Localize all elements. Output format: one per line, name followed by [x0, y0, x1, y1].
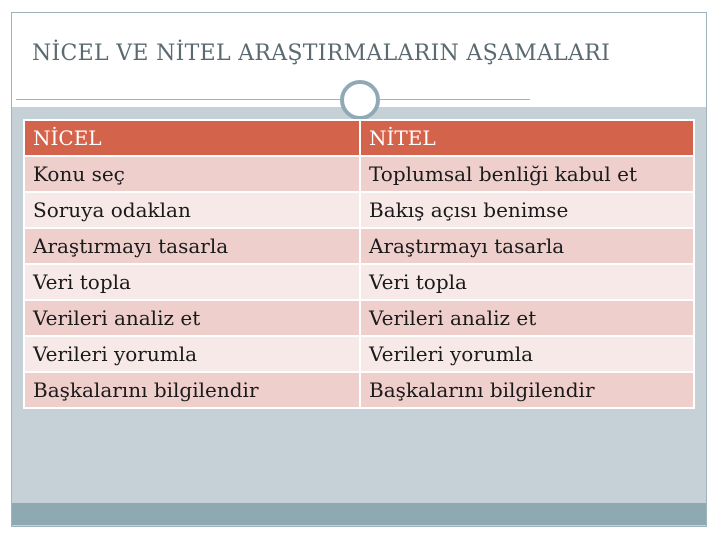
table-row	[24, 192, 694, 228]
table-row	[24, 264, 694, 300]
table-row	[24, 336, 694, 372]
table-cell: Araştırmayı tasarla	[360, 228, 694, 264]
header-cell-nitel: NİTEL	[360, 120, 694, 156]
table-cell: Verileri analiz et	[24, 300, 360, 336]
table-cell: Soruya odaklan	[24, 192, 360, 228]
slide-title: NİCEL VE NİTEL ARAŞTIRMALARIN AŞAMALARI	[32, 41, 611, 66]
table-row	[24, 372, 694, 408]
table-cell: Toplumsal benliği kabul et	[360, 156, 694, 192]
title-divider-left	[16, 99, 342, 100]
table-row	[24, 228, 694, 264]
footer-bar	[12, 503, 706, 525]
table-cell: Bakış açısı benimse	[360, 192, 694, 228]
table-cell: Verileri analiz et	[360, 300, 694, 336]
decorative-circle-icon	[340, 80, 380, 120]
table-cell: Başkalarını bilgilendir	[360, 372, 694, 408]
table-row	[24, 156, 694, 192]
table-cell: Veri topla	[360, 264, 694, 300]
header-cell-nicel: NİCEL	[24, 120, 360, 156]
table-cell: Verileri yorumla	[24, 336, 360, 372]
table-cell: Başkalarını bilgilendir	[24, 372, 360, 408]
title-divider-right	[380, 99, 530, 100]
table-header-row	[24, 120, 694, 156]
table-cell: Veri topla	[24, 264, 360, 300]
stages-table	[23, 119, 695, 409]
table-row	[24, 300, 694, 336]
table-cell: Verileri yorumla	[360, 336, 694, 372]
table-cell: Araştırmayı tasarla	[24, 228, 360, 264]
table-cell: Konu seç	[24, 156, 360, 192]
